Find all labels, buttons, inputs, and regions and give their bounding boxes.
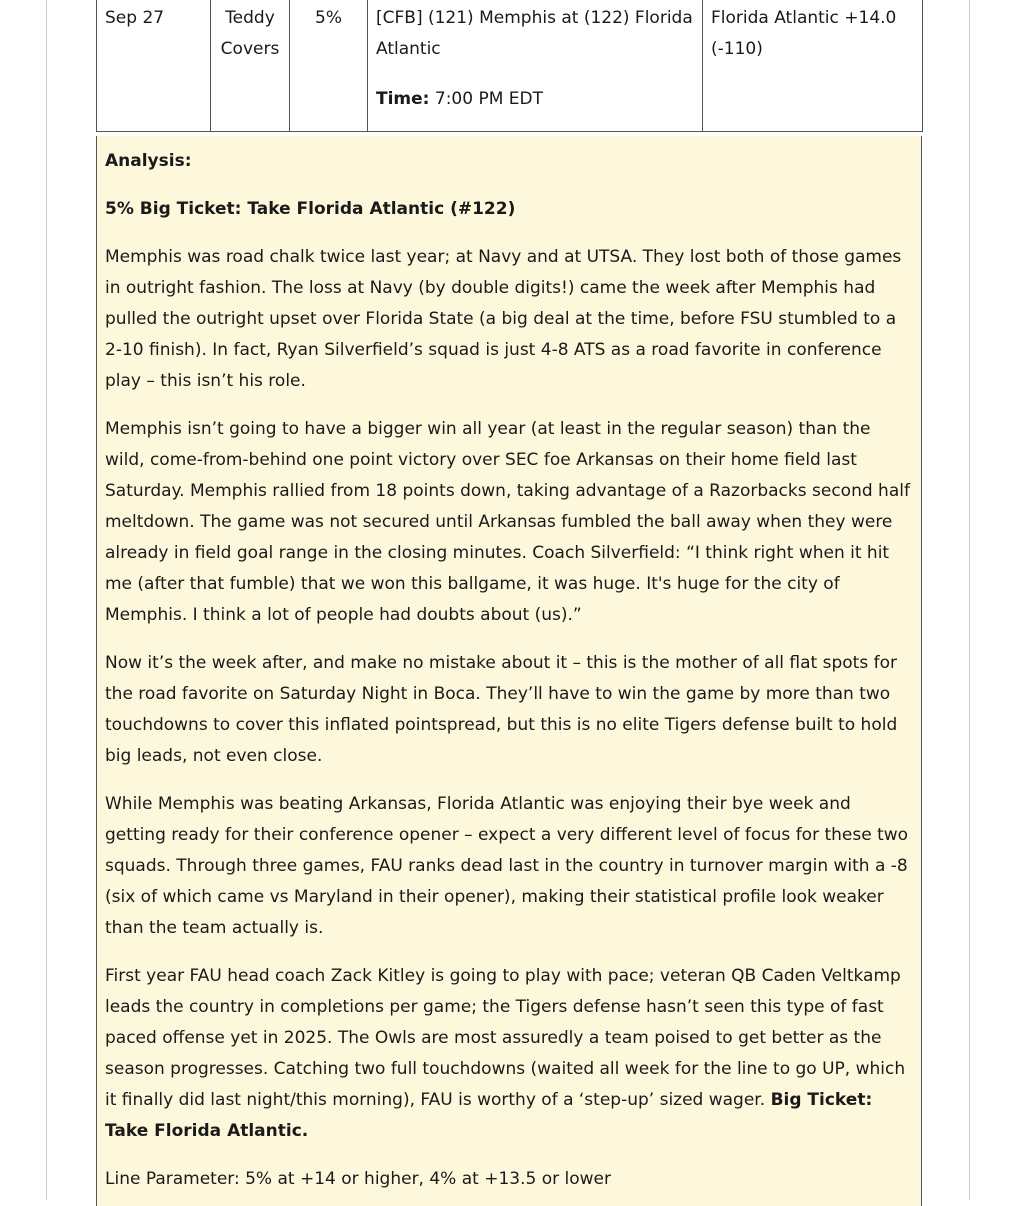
pick-selection-line2: (-110) [711,39,763,59]
pick-row [97,0,923,131]
analysis-paragraph-final [105,961,913,1147]
game-title: [CFB] (121) Memphis at (122) Florida Atlantic [376,8,693,59]
pick-capper [211,0,290,131]
capper-name-line1: Teddy [225,8,275,28]
pick-selection-line1: Florida Atlantic +14.0 [711,8,897,28]
game-time [376,84,694,115]
analysis-subheading: 5% Big Ticket: Take Florida Atlantic (#122) [105,199,516,219]
analysis-paragraph: Now it’s the week after, and make no mistake about it – this is the mother of all flat spots for the road favorite on Saturday Night in Boca. They’ll have to win the game by more than two touchdowns to cover this inflated pointspread, but this is no elite Tigers defense built to hold big leads, not even close. [105,653,898,766]
analysis-paragraph: Memphis was road chalk twice last year; at Navy and at UTSA. They lost both of those games in outright fashion. The loss at Navy (by double digits!) came the week after Memphis had pulled the outright upset over Florida State (a big deal at the time, before FSU stumbled to a 2-10 finish). In fact, Ryan Silverfield’s squad is just 4-8 ATS as a road favorite in conference play – this isn’t his role. [105,247,902,391]
analysis-heading: Analysis: [105,151,192,171]
game-time-label: Time: [376,89,430,109]
final-paragraph-bold: Big Ticket: Take Florida Atlantic. [105,1090,873,1141]
game-time-value: 7:00 PM EDT [429,89,543,109]
pick-units [290,0,368,131]
analysis-paragraph: While Memphis was beating Arkansas, Florida Atlantic was enjoying their bye week and getting ready for their conference opener – expect a very different level of focus for these two squads. Through three games, FAU ranks dead last in the country in turnover margin with a -8 (six of which came vs Maryland in their opener), making their statistical profile look weaker than the team actually is. [105,794,909,938]
analysis-paragraph: Memphis isn’t going to have a bigger win all year (at least in the regular season) than the wild, come-from-behind one point victory over SEC foe Arkansas on their home field last Saturday. Memphis rallied from 18 points down, taking advantage of a Razorbacks second half meltdown. The game was not secured until Arkansas fumbled the ball away when they were already in field goal range in the closing minutes. Coach Silverfield: “I think right when it hit me (after that fumble) that we won this ballgame, it was huge. It's huge for the city of Memphis. I think a lot of people had doubts about (us).” [105,419,910,625]
line-parameter: Line Parameter: 5% at +14 or higher, 4% at +13.5 or lower [105,1169,611,1189]
capper-name-line2: Covers [220,39,280,59]
pick-game [368,0,703,131]
pick-date [97,0,211,131]
pick-units-text: 5% [315,8,342,28]
final-paragraph-text: First year FAU head coach Zack Kitley is going to play with pace; veteran QB Caden Veltkamp leads the country in completions per game; the Tigers defense hasn’t seen this type of fast paced offense yet in 2025. The Owls are most assuredly a team poised to get better as the season progresses. Catching two full touchdowns (waited all week for the line to go UP, which it finally did last night/this morning), FAU is worthy of a ‘step-up’ sized wager. [105,966,906,1110]
analysis-section [96,136,922,1206]
pick-table [96,0,923,132]
pick-selection [703,0,923,131]
pick-date-text: Sep 27 [105,8,165,28]
